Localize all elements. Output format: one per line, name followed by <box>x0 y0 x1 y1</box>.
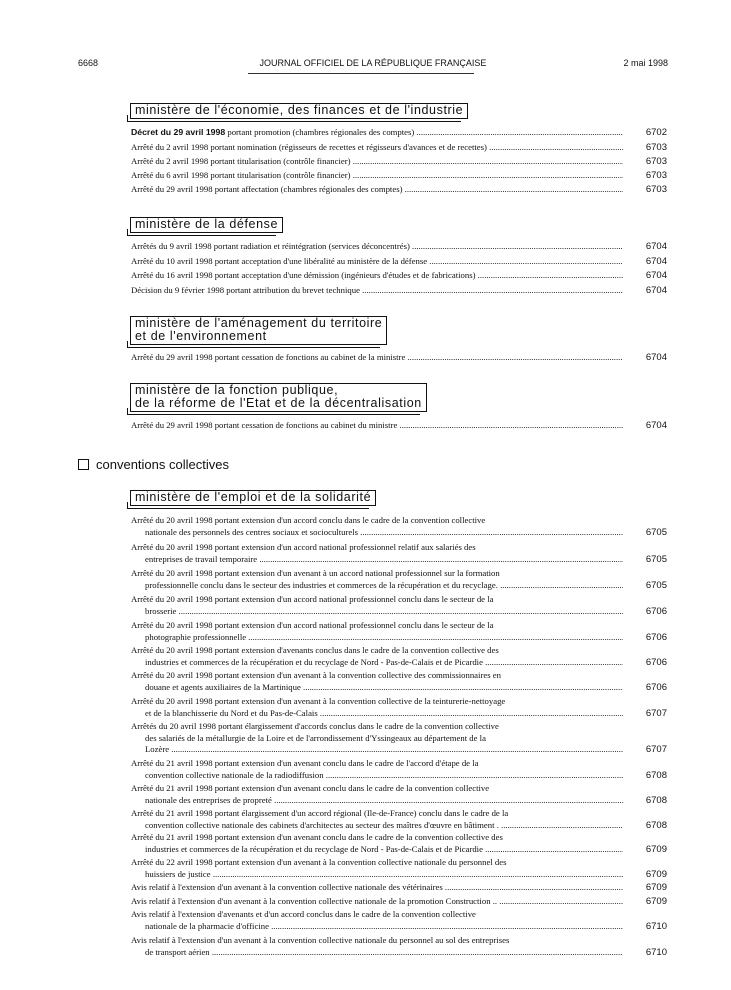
entry-page: 6704 <box>645 256 667 267</box>
entry-text: brosserie ..... <box>131 606 623 618</box>
entry-page: 6708 <box>645 769 667 781</box>
entry-text: Arrêté du 21 avril 1998 portant élargissement d'un accord régional (Ile-de-France) conclu dans le cadre de la <box>131 808 509 818</box>
entry-text: Arrêté du 29 avril 1998 portant cessation de fonctions au cabinet du ministre ..... <box>131 420 623 432</box>
entry-text: douane et agents auxiliaires de la Martinique ..... <box>131 682 623 694</box>
entry-text: Arrêté du 20 avril 1998 portant extension d'un accord national professionnel relatif aux salariés des <box>131 542 476 552</box>
entry-page: 6704 <box>645 420 667 431</box>
toc-entry <box>131 156 667 168</box>
entry-page: 6707 <box>645 744 667 755</box>
header-rule <box>248 73 474 74</box>
toc-entry <box>131 568 667 591</box>
entry-text: Arrêté du 29 avril 1998 portant cessation de fonctions au cabinet de la ministre ..... <box>131 352 623 364</box>
entry-text: Lozère ..... <box>131 744 623 756</box>
entry-page: 6706 <box>645 681 667 693</box>
entry-page: 6704 <box>645 285 667 296</box>
toc-entry <box>131 142 667 154</box>
toc-entry <box>131 670 667 693</box>
toc-entry <box>131 127 667 139</box>
ministry-heading-fonction-publique <box>130 383 427 412</box>
entry-page: 6706 <box>645 631 667 643</box>
entry-page: 6709 <box>645 843 667 855</box>
entry-page: 6705 <box>645 526 667 538</box>
entry-text: Arrêté du 29 avril 1998 portant affectation (chambres régionales des comptes) ..... <box>131 184 623 196</box>
ministry-heading-economie <box>130 103 468 119</box>
entry-page: 6706 <box>645 605 667 617</box>
entry-text: Arrêté du 2 avril 1998 portant nomination (régisseurs de recettes et régisseurs d'avances et de recettes) ..... <box>131 142 623 154</box>
toc-entry <box>131 515 667 538</box>
entry-page: 6705 <box>645 579 667 591</box>
entry-bold: Décret du 29 avril 1998 <box>131 127 226 137</box>
toc-entry <box>131 645 667 668</box>
entry-page: 6704 <box>645 352 667 363</box>
toc-entry <box>131 783 667 806</box>
toc-entry <box>131 857 667 880</box>
entry-page: 6703 <box>645 142 667 153</box>
ministry-heading-amenagement <box>130 316 387 345</box>
entry-text: Avis relatif à l'extension d'un avenant à la convention collective nationale du personnel au sol des entreprises <box>131 935 510 945</box>
entry-page: 6709 <box>645 882 667 893</box>
entry-page: 6706 <box>645 656 667 668</box>
entry-text: nationale des personnels des centres sociaux et socioculturels ..... <box>131 527 623 539</box>
entry-page: 6709 <box>645 868 667 880</box>
toc-entry <box>131 285 667 297</box>
toc-entry <box>131 882 667 894</box>
entry-text: Arrêtés du 9 avril 1998 portant radiation et réintégration (services déconcentrés) ..... <box>131 241 623 253</box>
toc-entry <box>131 620 667 643</box>
page-header <box>78 58 668 72</box>
entry-text: industries et commerces de la récupération et du recyclage de Nord - Pas-de-Calais et de Picardie ..... <box>131 844 623 856</box>
entry-page: 6708 <box>645 819 667 831</box>
toc-entry <box>131 935 667 958</box>
ministry-title-line1: ministère de la fonction publique, <box>135 383 339 397</box>
toc-entry <box>131 170 667 182</box>
journal-title: JOURNAL OFFICIEL DE LA RÉPUBLIQUE FRANÇAISE <box>259 58 487 68</box>
entry-text: Arrêté du 21 avril 1998 portant extension d'un avenant conclu dans le cadre de la convention collective <box>131 783 490 793</box>
entry-text: convention collective nationale de la radiodiffusion ..... <box>131 770 623 782</box>
entry-text: Arrêtés du 20 avril 1998 portant élargissement d'accords conclus dans le cadre de la convention collective <box>131 721 499 731</box>
entry-text: Arrêté du 22 avril 1998 portant extension d'un avenant à la convention collective nationale du personnel des <box>131 857 507 867</box>
entry-text: industries et commerces de la récupération et du recyclage de Nord - Pas-de-Calais et de Picardie ..... <box>131 657 623 669</box>
entry-page: 6703 <box>645 184 667 195</box>
ministry-title: ministère de l'emploi et de la solidarité <box>135 490 372 504</box>
toc-entry <box>131 352 667 364</box>
entry-text: Arrêté du 20 avril 1998 portant extension d'un avenant à la convention collective des commissionnaires en <box>131 670 501 680</box>
toc-entry <box>131 696 667 719</box>
section-heading <box>78 457 229 472</box>
entry-text: Arrêté du 20 avril 1998 portant extension d'un avenant à un accord national professionnel sur la formation <box>131 568 500 578</box>
entry-text: photographie professionnelle ..... <box>131 632 623 644</box>
toc-entry <box>131 896 667 908</box>
ministry-title-line1: ministère de l'aménagement du territoire <box>135 316 383 330</box>
toc-entry <box>131 758 667 781</box>
entry-text: Arrêté du 20 avril 1998 portant extension d'un accord national professionnel conclu dans le secteur de la <box>131 594 494 604</box>
entry-text: entreprises de travail temporaire ..... <box>131 554 623 566</box>
entry-text: convention collective nationale des cabinets d'architectes au secteur des maîtres d'œuvre en bâtiment . ..... <box>131 820 623 832</box>
toc-entry <box>131 241 667 253</box>
entry-page: 6710 <box>645 920 667 932</box>
toc-entry <box>131 256 667 268</box>
entry-text: nationale des entreprises de propreté ..... <box>131 795 623 807</box>
entry-text: Arrêté du 10 avril 1998 portant acceptation d'une libéralité au ministère de la défense ..... <box>131 256 623 268</box>
entry-text: nationale de la pharmacie d'officine ..... <box>131 921 623 933</box>
entry-text: Avis relatif à l'extension d'un avenant à la convention collective nationale de la promotion Construction .. ..... <box>131 896 623 908</box>
checkbox-square-icon <box>78 459 89 470</box>
entry-page: 6704 <box>645 241 667 252</box>
entry-text: Arrêté du 16 avril 1998 portant acceptation d'une démission (ingénieurs d'études et de fabrications) ..... <box>131 270 623 282</box>
entry-page: 6708 <box>645 794 667 806</box>
ministry-title: ministère de l'économie, des finances et de l'industrie <box>135 103 464 117</box>
entry-page: 6704 <box>645 270 667 281</box>
ministry-heading-defense <box>130 217 283 233</box>
entry-text: de transport aérien ..... <box>131 947 623 959</box>
entry-text: Arrêté du 20 avril 1998 portant extension d'un accord national professionnel conclu dans le secteur de la <box>131 620 494 630</box>
entry-page: 6709 <box>645 896 667 907</box>
page-number: 6668 <box>78 58 99 68</box>
entry-page: 6705 <box>645 553 667 565</box>
entry-text: huissiers de justice ..... <box>131 869 623 881</box>
toc-entry <box>131 270 667 282</box>
entry-text: Avis relatif à l'extension d'un avenant à la convention collective nationale des vétérinaires ..... <box>131 882 623 894</box>
toc-entry <box>131 420 667 432</box>
entry-text: et de la blanchisserie du Nord et du Pas-de-Calais ..... <box>131 708 623 720</box>
entry-text: Arrêté du 20 avril 1998 portant extension d'avenants conclus dans le cadre de la convention collective des <box>131 645 499 655</box>
entry-text: Arrêté du 6 avril 1998 portant titularisation (contrôle financier) ..... <box>131 170 623 182</box>
ministry-title-line2: de la réforme de l'Etat et de la décentralisation <box>135 396 422 410</box>
toc-entry <box>131 832 667 855</box>
ministry-title-line2: et de l'environnement <box>135 329 267 343</box>
entry-text: Arrêté du 20 avril 1998 portant extension d'un accord conclu dans le cadre de la convention collective <box>131 515 486 525</box>
entry-text: portant promotion (chambres régionales des comptes) <box>225 127 415 137</box>
entry-text: professionnelle conclu dans le secteur des industries et commerces de la récupération et du recyclage. ..... <box>131 580 623 592</box>
entry-page: 6710 <box>645 946 667 958</box>
entry-text: Arrêté du 21 avril 1998 portant extension d'un avenant conclu dans le cadre de la convention collective des <box>131 832 503 842</box>
toc-entry <box>131 542 667 565</box>
ministry-title: ministère de la défense <box>135 217 279 231</box>
issue-date: 2 mai 1998 <box>623 58 668 68</box>
entry-text: des salariés de la métallurgie de la Loire et de l'arrondissement d'Yssingeaux au département de la <box>145 732 486 743</box>
toc-entry <box>131 721 667 756</box>
entry-page: 6703 <box>645 156 667 167</box>
entry-page: 6707 <box>645 707 667 719</box>
ministry-heading-emploi <box>130 490 376 506</box>
entry-text: Arrêté du 2 avril 1998 portant titularisation (contrôle financier) ..... <box>131 156 623 168</box>
entry-page: 6703 <box>645 170 667 181</box>
entry-text: Arrêté du 20 avril 1998 portant extension d'un avenant à la convention collective de la teinturerie-nettoyage <box>131 696 506 706</box>
toc-entry <box>131 808 667 831</box>
toc-entry <box>131 184 667 196</box>
entry-page: 6702 <box>645 127 667 138</box>
entry-text: Avis relatif à l'extension d'avenants et d'un accord conclus dans le cadre de la convention collective <box>131 909 476 919</box>
entry-text: Décision du 9 février 1998 portant attribution du brevet technique ..... <box>131 285 623 297</box>
entry-text: Arrêté du 21 avril 1998 portant extension d'un avenant conclu dans le cadre de l'accord d'étape de la <box>131 758 479 768</box>
toc-entry <box>131 594 667 617</box>
toc-entry <box>131 909 667 932</box>
section-title: conventions collectives <box>96 457 229 472</box>
